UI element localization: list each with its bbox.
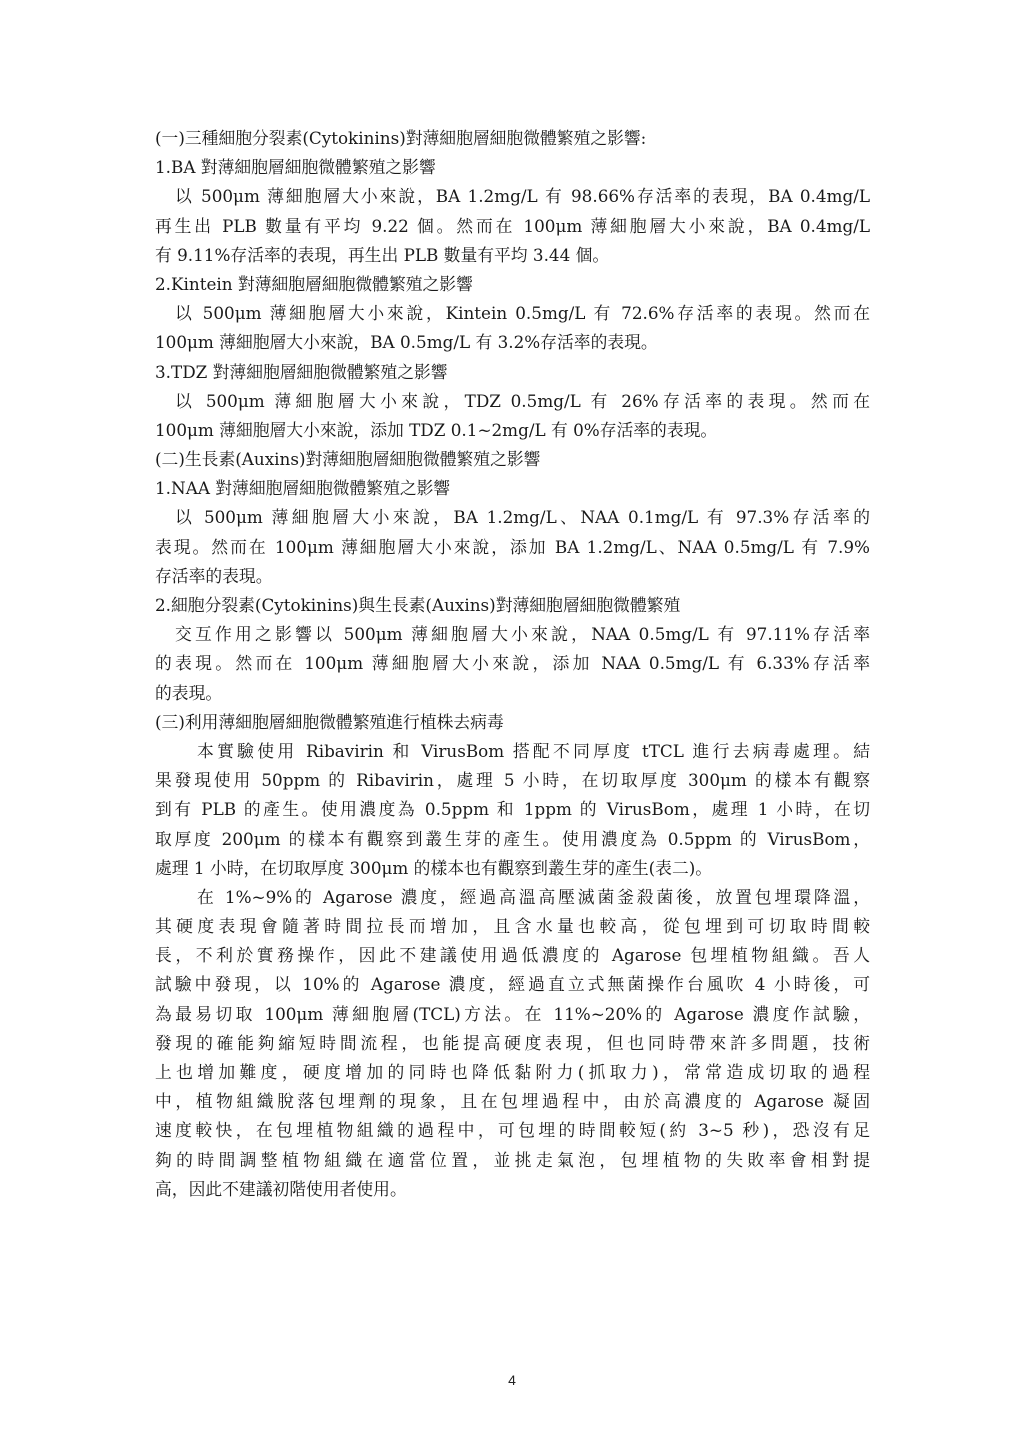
paragraph-line: 的表現。 <box>155 682 223 703</box>
paragraph-line: 高，因此不建議初階使用者使用。 <box>155 1178 407 1199</box>
paragraph-line: 長，不利於實務操作，因此不建議使用過低濃度的 Agarose 包埋植物組織。吾人 <box>155 945 870 966</box>
paragraph-line: 其硬度表現會隨著時間拉長而增加，且含水量也較高，從包埋到可切取時間較 <box>155 916 870 937</box>
paragraph-line: 在 1%~9%的 Agarose 濃度，經過高溫高壓滅菌釜殺菌後，放置包埋環降溫， <box>197 886 870 907</box>
paragraph-line: 100μm 薄細胞層大小來說，添加 TDZ 0.1~2mg/L 有 0%存活率的表現。 <box>155 419 718 440</box>
paragraph-line: 試驗中發現，以 10%的 Agarose 濃度，經過直立式無菌操作台風吹 4 小時後，可 <box>155 974 870 995</box>
paragraph-line: 以 500μm 薄細胞層大小來說，BA 1.2mg/L、NAA 0.1mg/L 有 97.3%存活率的 <box>175 507 870 528</box>
paragraph-line: 到有 PLB 的產生。使用濃度為 0.5ppm 和 1ppm 的 VirusBom，處理 1 小時，在切 <box>155 799 870 820</box>
heading-cytokinins: (一)三種細胞分裂素(Cytokinins)對薄細胞層細胞微體繁殖之影響: <box>155 128 647 148</box>
paragraph-line: 中，植物組織脫落包埋劑的現象，且在包埋過程中，由於高濃度的 Agarose 凝固 <box>155 1091 870 1112</box>
paragraph-line: 存活率的表現。 <box>155 565 273 586</box>
paragraph-line: 再生出 PLB 數量有平均 9.22 個。然而在 100μm 薄細胞層大小來說，BA 0.4mg/L <box>155 215 870 236</box>
subheading-ba: 1.BA 對薄細胞層細胞微體繁殖之影響 <box>155 157 436 178</box>
heading-auxins: (二)生長素(Auxins)對薄細胞層細胞微體繁殖之影響 <box>155 449 541 470</box>
paragraph-line: 為最易切取 100μm 薄細胞層(TCL)方法。在 11%~20%的 Agarose 濃度作試驗， <box>155 1003 870 1024</box>
paragraph-line: 100μm 薄細胞層大小來說，BA 0.5mg/L 有 3.2%存活率的表現。 <box>155 332 658 353</box>
paragraph-line: 以 500μm 薄細胞層大小來說，Kintein 0.5mg/L 有 72.6%存活率的表現。然而在 <box>175 303 870 324</box>
paragraph-line: 交互作用之影響以 500μm 薄細胞層大小來說，NAA 0.5mg/L 有 97.11%存活率 <box>175 624 870 645</box>
paragraph-line: 發現的確能夠縮短時間流程，也能提高硬度表現，但也同時帶來許多問題，技術 <box>155 1032 870 1053</box>
paragraph-line: 有 9.11%存活率的表現，再生出 PLB 數量有平均 3.44 個。 <box>155 244 610 265</box>
document-body <box>155 124 870 1204</box>
subheading-interaction: 2.細胞分裂素(Cytokinins)與生長素(Auxins)對薄細胞層細胞微體繁殖 <box>155 595 681 615</box>
paragraph-line: 速度較快，在包埋植物組織的過程中，可包埋的時間較短(約 3~5 秒)，恐沒有足 <box>155 1120 870 1141</box>
paragraph-line: 處理 1 小時，在切取厚度 300μm 的樣本也有觀察到叢生芽的產生(表二)。 <box>155 857 713 878</box>
paragraph-line: 表現。然而在 100μm 薄細胞層大小來說，添加 BA 1.2mg/L、NAA 0.5mg/L 有 7.9% <box>155 536 870 557</box>
paragraph-line: 果發現使用 50ppm 的 Ribavirin，處理 5 小時，在切取厚度 300μm 的樣本有觀察 <box>155 770 870 791</box>
paragraph-line: 上也增加難度，硬度增加的同時也降低黏附力(抓取力)，常常造成切取的過程 <box>155 1062 870 1082</box>
page-number: 4 <box>508 1372 516 1388</box>
paragraph-line: 取厚度 200μm 的樣本有觀察到叢生芽的產生。使用濃度為 0.5ppm 的 VirusBom， <box>155 828 870 849</box>
paragraph-line: 以 500μm 薄細胞層大小來說，TDZ 0.5mg/L 有 26%存活率的表現。然而在 <box>175 390 870 411</box>
subheading-naa: 1.NAA 對薄細胞層細胞微體繁殖之影響 <box>155 478 451 499</box>
subheading-tdz: 3.TDZ 對薄細胞層細胞微體繁殖之影響 <box>155 361 448 382</box>
paragraph-line: 以 500μm 薄細胞層大小來說，BA 1.2mg/L 有 98.66%存活率的表現，BA 0.4mg/L <box>175 186 870 207</box>
paragraph-line: 夠的時間調整植物組織在適當位置，並挑走氣泡，包埋植物的失敗率會相對提 <box>155 1149 870 1170</box>
heading-virus-removal: (三)利用薄細胞層細胞微體繁殖進行植株去病毒 <box>155 711 504 732</box>
subheading-kintein: 2.Kintein 對薄細胞層細胞微體繁殖之影響 <box>155 273 473 294</box>
paragraph-line: 的表現。然而在 100μm 薄細胞層大小來說，添加 NAA 0.5mg/L 有 6.33%存活率 <box>155 653 870 674</box>
paragraph-line: 本實驗使用 Ribavirin 和 VirusBom 搭配不同厚度 tTCL 進行去病毒處理。結 <box>197 740 870 761</box>
